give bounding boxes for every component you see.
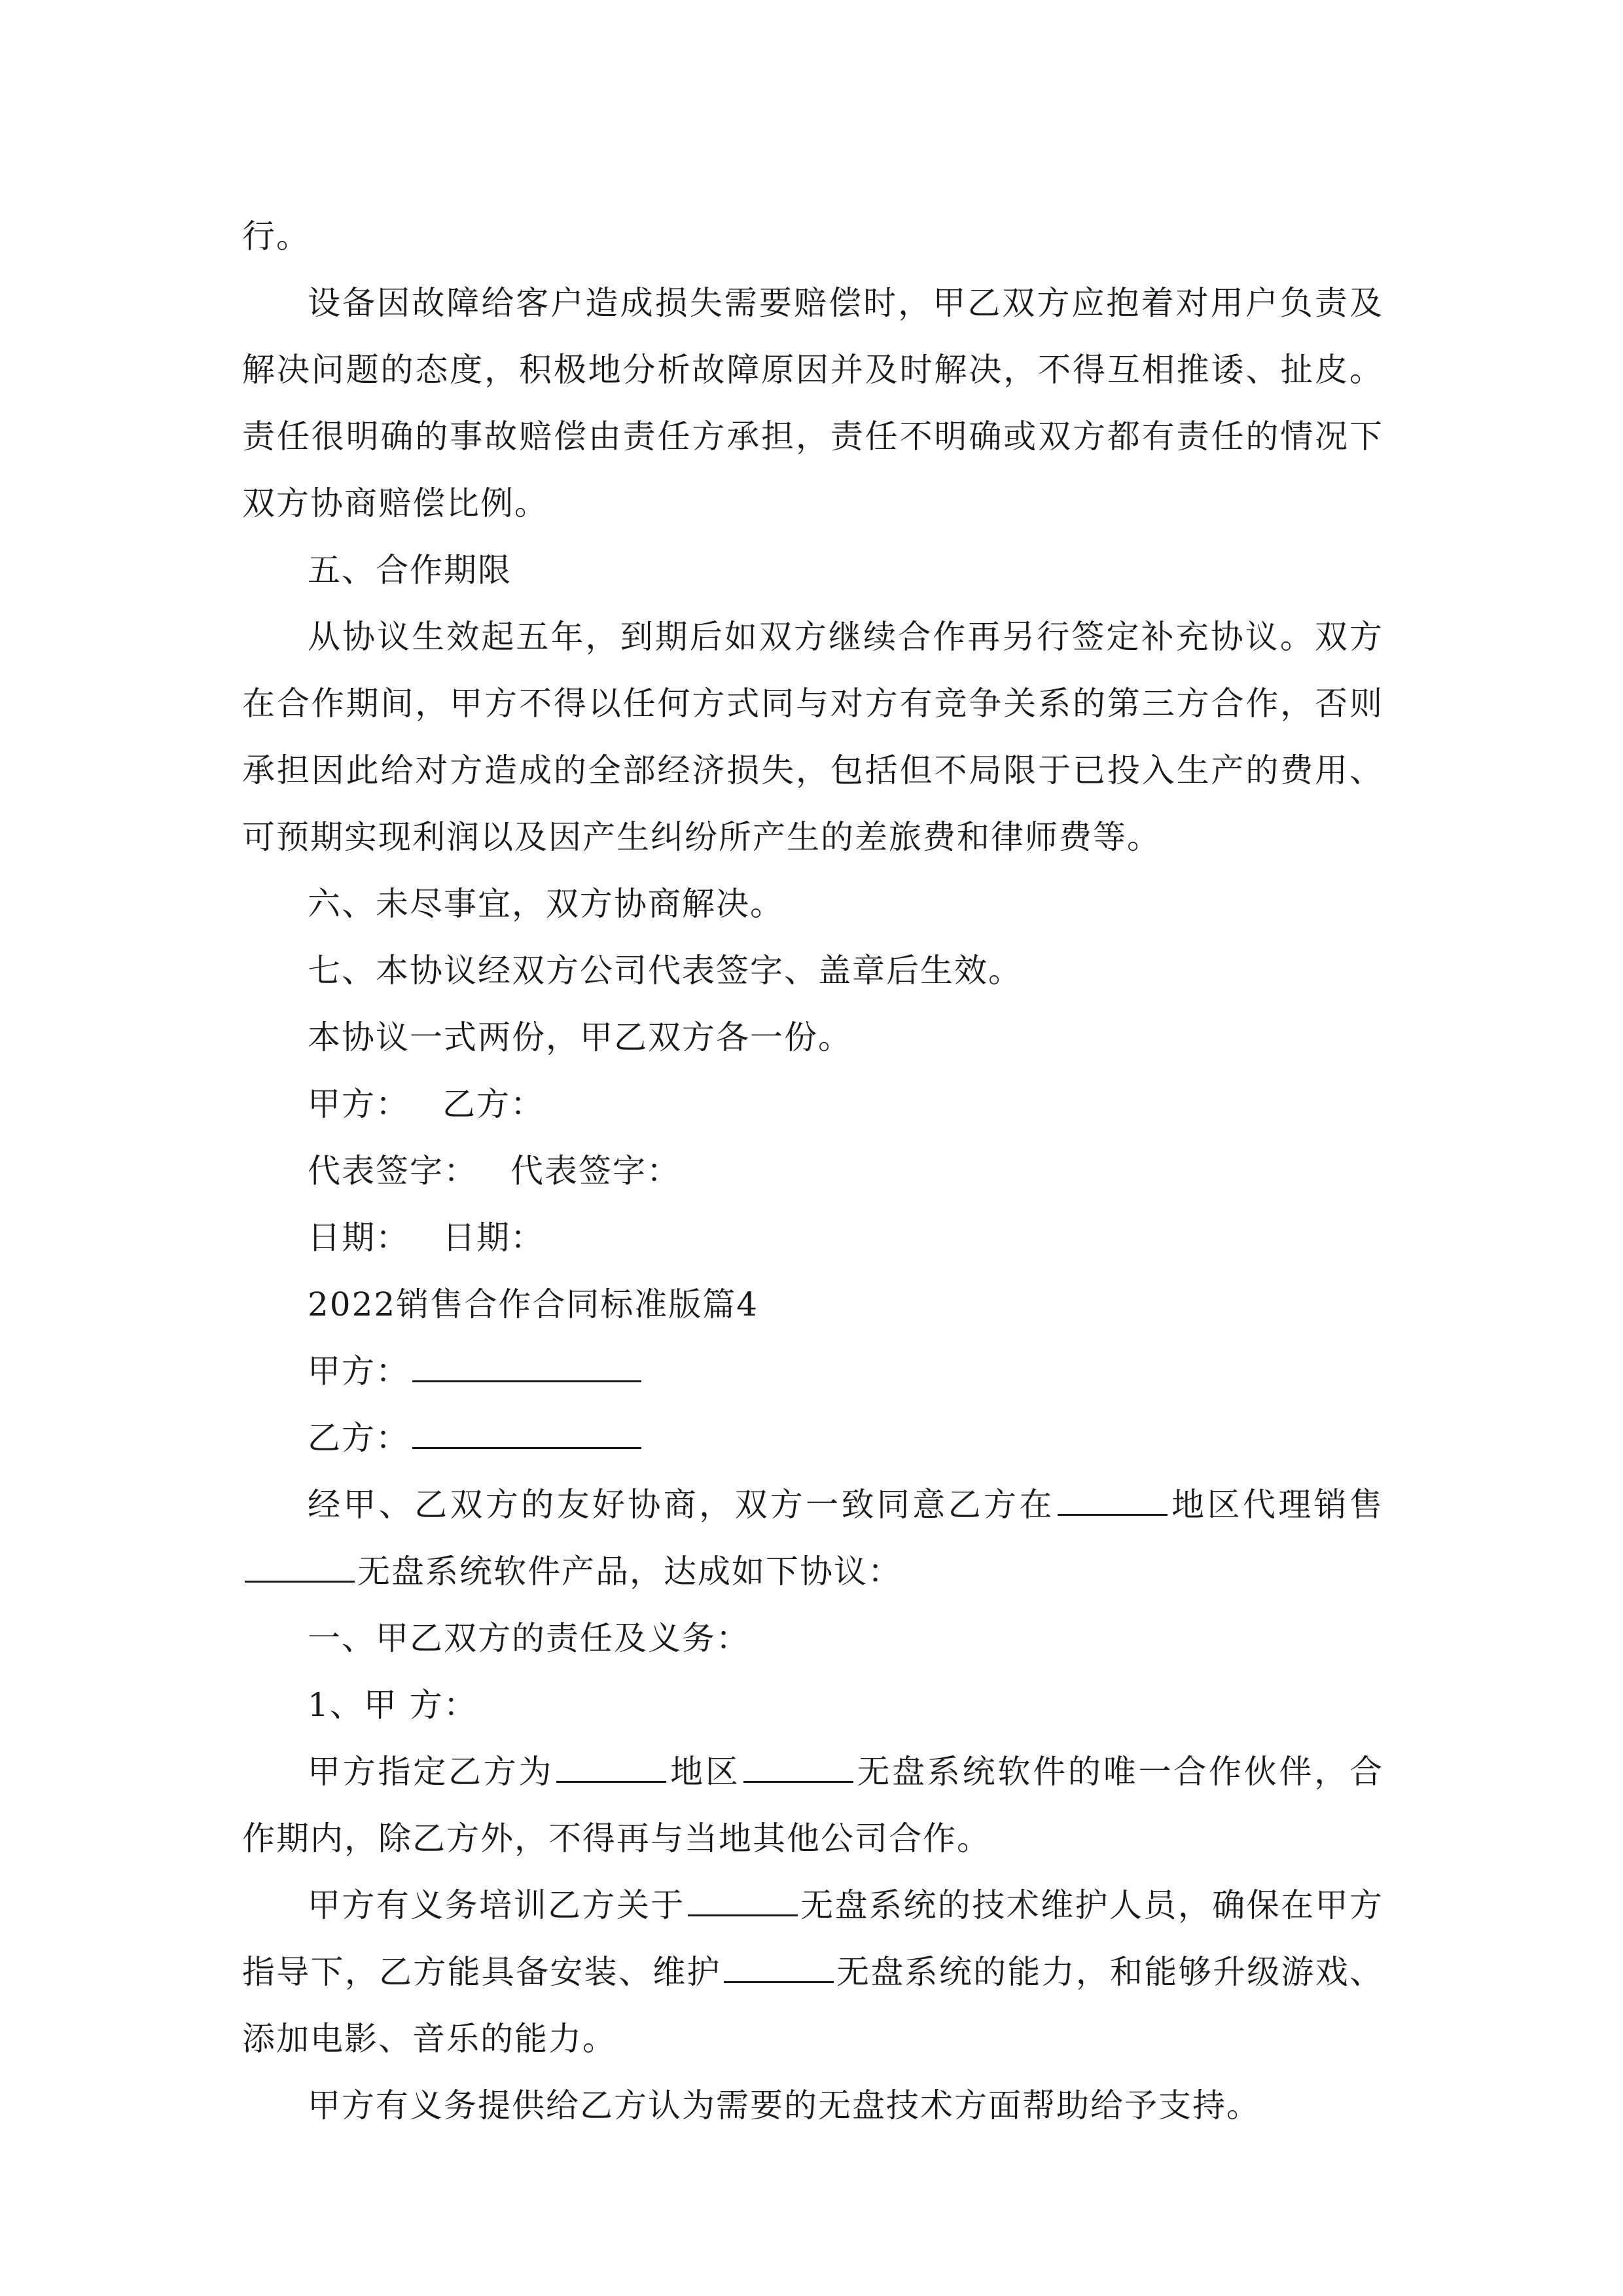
copies-clause [242,1004,1383,1071]
signature-date-line [242,1204,1383,1271]
party-a-blank [412,1350,641,1382]
paragraph-text: 地区 [669,1753,741,1791]
party-b-sign-label: 乙方： [442,1085,544,1123]
paragraph-text: 甲方指定乙方为 [308,1753,554,1791]
product-blank [245,1551,355,1583]
text-line: 比例。 [446,484,548,522]
party-a-field [242,1338,1383,1405]
paragraph-text: 内，除乙方外，不得再与当地其他公司合作。 [310,1820,991,1857]
party-b-field [242,1405,1383,1471]
paragraph-text: 无盘系统软件的唯一合作伙伴，合作期 [242,1753,1384,1857]
party-b-date-label: 日期： [442,1219,544,1257]
text-line: 给对方造成的全部经济损失，包括但不局限于已投入生产的费用、可预期实现利 [242,751,1383,856]
paragraph-partner [242,1738,1383,1872]
party-a-sign-label: 甲方： [308,1085,410,1123]
contract-title [242,1271,1383,1338]
party-b-blank [412,1417,641,1449]
paragraph-text: 七、本协议经双方公司代表签字、盖章后生效。 [308,952,1022,990]
party-a-rep-label: 代表签字： [308,1152,478,1190]
text-line: 设备因故障给客户造成损失需要赔偿时，甲乙双方应抱着对用户负责及解决 [242,284,1383,389]
text-line: 确的事故赔偿由责任方承担，责任不明确或双方都有责任的情况下双方协商赔偿 [242,418,1383,522]
paragraph-support [242,2072,1383,2139]
paragraph-training [242,1872,1383,2072]
intro-text: 无盘系统软件产品，达成如下协议： [357,1552,902,1590]
product-blank [743,1751,853,1783]
section-heading [242,537,1383,603]
paragraph-text: 电影、音乐的能力。 [310,2020,616,2058]
signature-rep-line [242,1138,1383,1204]
party-a-date-label: 日期： [308,1219,410,1257]
paragraph-text: 六、未尽事宜，双方协商解决。 [308,885,784,923]
paragraph-text: 无盘系统的能力，和能够升级游戏、添加 [242,1953,1384,2058]
signature-party-line [242,1071,1383,1138]
paragraph-term [242,603,1383,870]
paragraph-compensation [242,270,1383,537]
paragraph-text: 导下，乙方能具备安装、维护 [276,1953,721,1991]
text-line: 作期间，甲方不得以任何方式同与对方有竞争关系的第三方合作，否则承担因此 [242,685,1383,789]
party-a-label: 甲方： [308,1352,410,1390]
product-blank [688,1884,798,1916]
text-line: 从协议生效起五年，到期后如双方继续合作再另行签定补充协议。双方在合 [242,618,1383,723]
section-6 [242,870,1383,937]
paragraph-text: 本协议一式两份，甲乙双方各一份。 [308,1018,852,1056]
intro-text: 经甲、乙双方的友好协商，双方一致同意乙方在 [308,1486,1055,1524]
region-blank [556,1751,666,1783]
paragraph-continuation [242,203,1383,270]
heading-text: 1、甲 方： [308,1686,478,1724]
heading-text: 一、甲乙双方的责任及义务： [308,1619,750,1657]
subsection-heading [242,1672,1383,1738]
paragraph-intro [242,1471,1383,1605]
region-blank [1058,1484,1168,1516]
document-body [242,203,1383,2139]
heading-text: 五、合作期限 [308,551,512,589]
paragraph-text: 行。 [242,217,310,255]
product-blank [724,1951,834,1983]
party-b-rep-label: 代表签字： [510,1152,681,1190]
text-line: 润以及因产生纠纷所产生的差旅费和律师费等。 [446,818,1161,856]
section-7 [242,937,1383,1004]
section-heading [242,1605,1383,1672]
paragraph-text: 甲方有义务培训乙方关于 [308,1886,685,1924]
text-line: 问题的态度，积极地分析故障原因并及时解决，不得互相推诿、扯皮。责任很明 [242,351,1383,456]
title-text: 2022销售合作合同标准版篇4 [308,1285,759,1323]
party-b-label: 乙方： [308,1419,410,1457]
intro-text: 地区代理销售 [1169,1486,1384,1524]
paragraph-text: 无盘系统的技术维护人员，确保在甲方指 [242,1886,1384,1991]
paragraph-text: 甲方有义务提供给乙方认为需要的无盘技术方面帮助给予支持。 [308,2087,1260,2125]
